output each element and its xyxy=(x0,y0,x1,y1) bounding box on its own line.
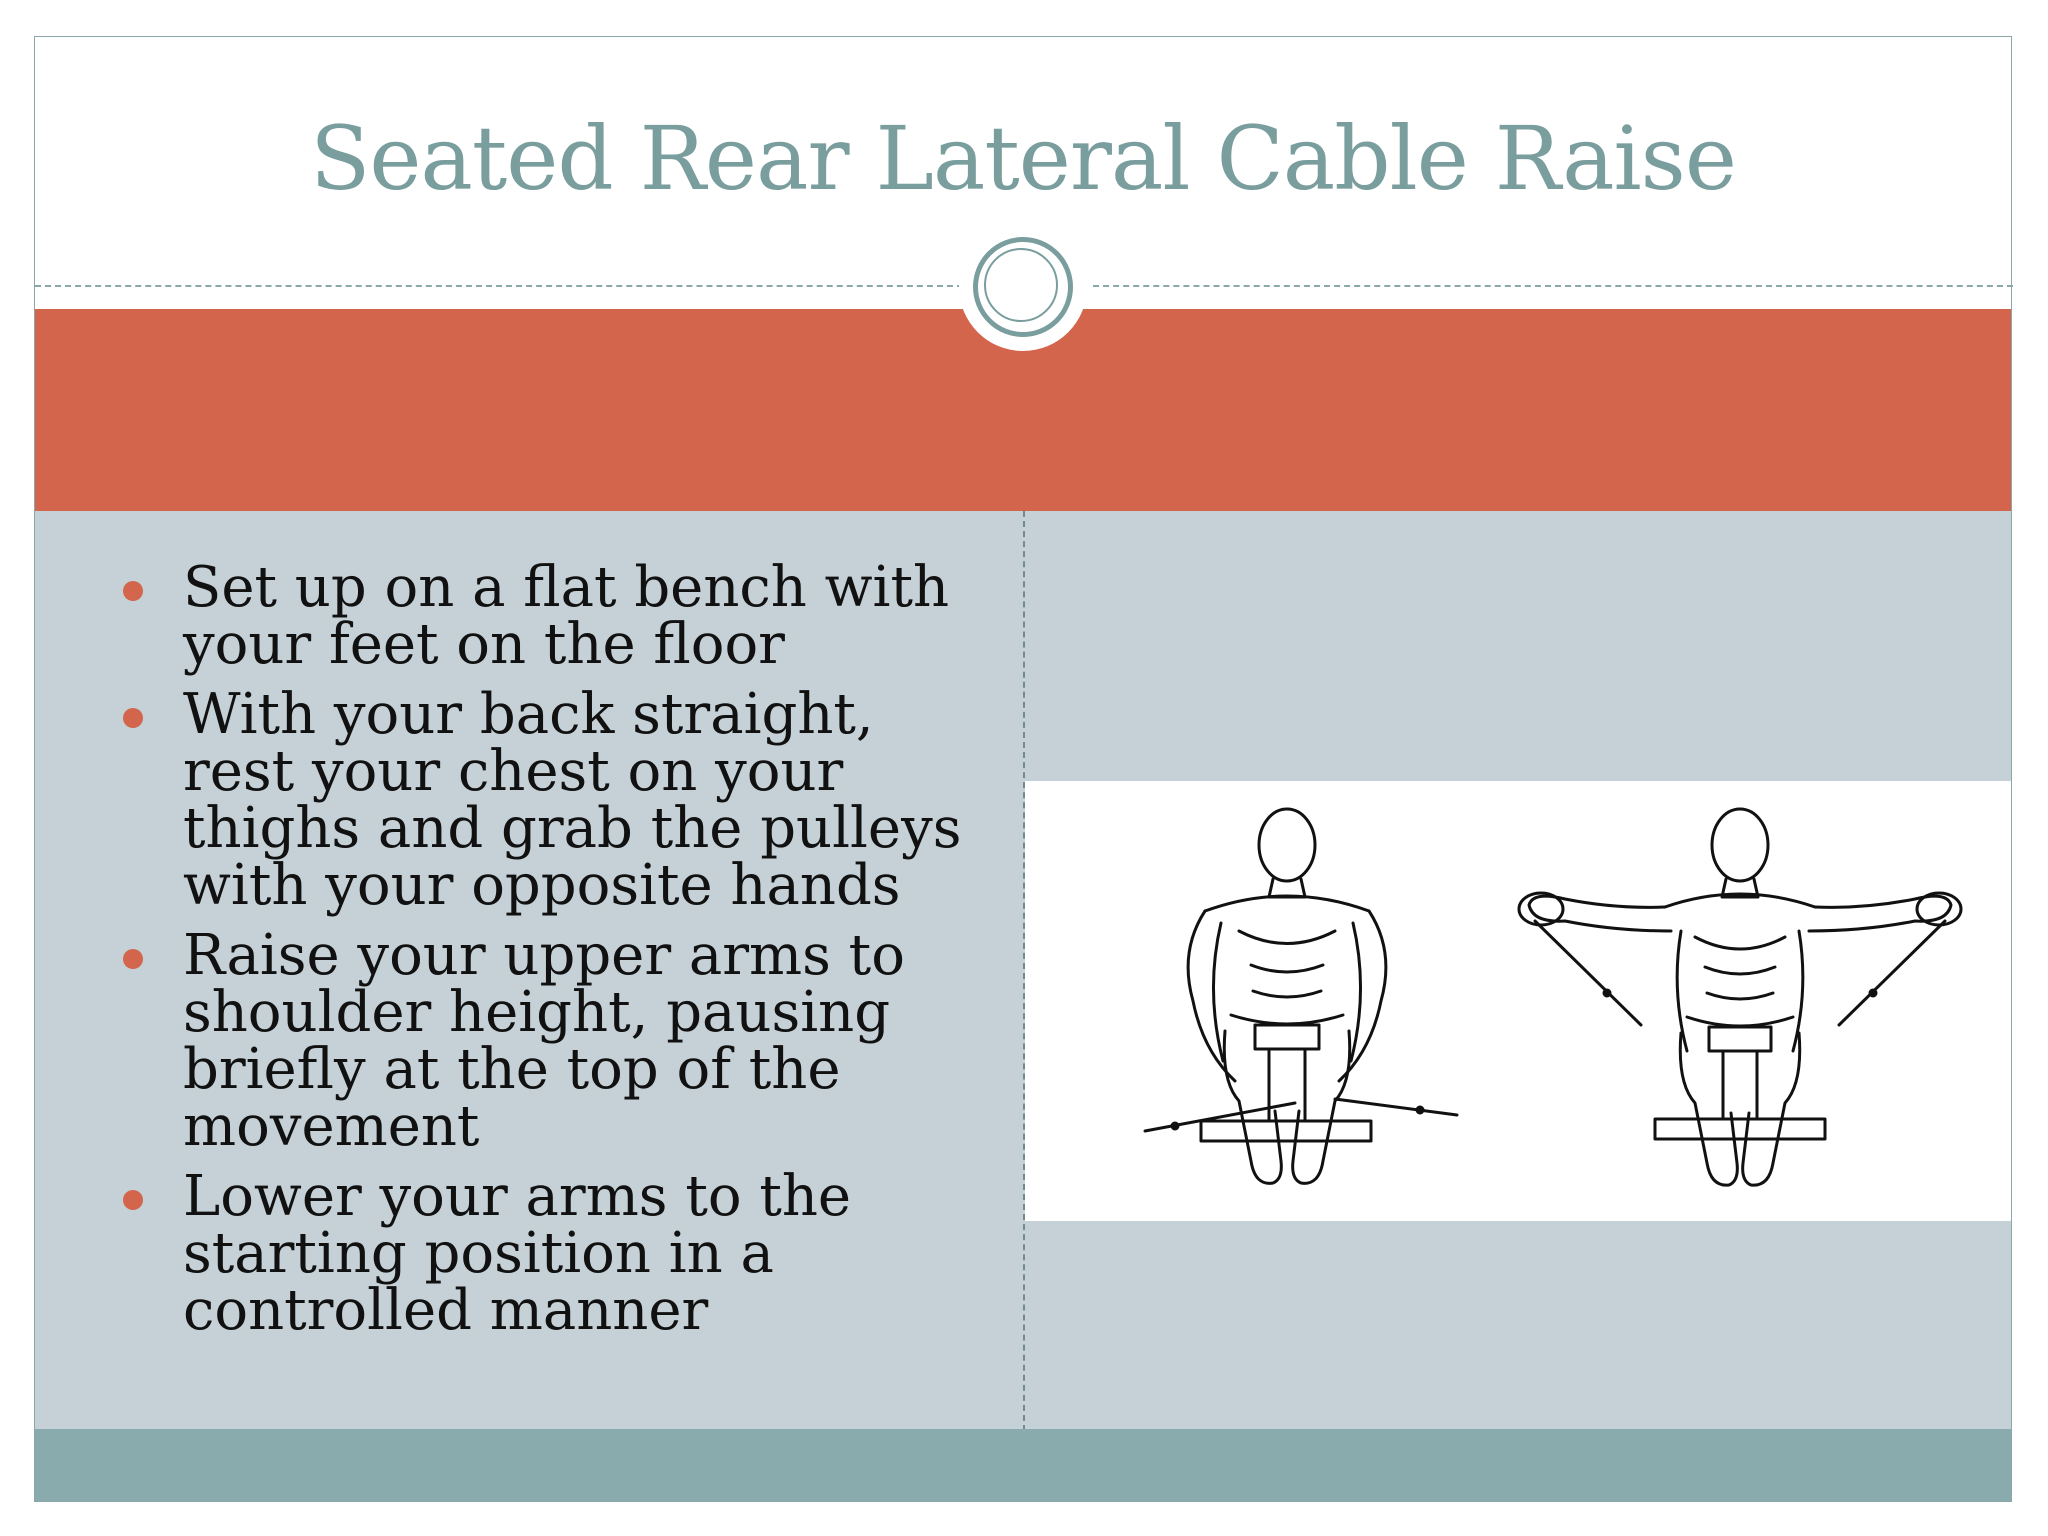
bullet-text: Raise your upper arms to shoulder height, pausing briefly at the top of the movement xyxy=(183,923,905,1159)
bullet-list xyxy=(91,555,991,1352)
list-item xyxy=(91,555,991,677)
title-divider-right xyxy=(1093,285,2013,287)
title-divider-left xyxy=(35,285,963,287)
slide-title: Seated Rear Lateral Cable Raise xyxy=(310,107,1736,210)
list-item xyxy=(91,682,991,918)
bullet-dot-icon xyxy=(123,949,143,969)
list-item xyxy=(91,923,991,1159)
bullet-text: With your back straight, rest your chest on your thighs and grab the pulleys with your opposite hands xyxy=(183,682,962,918)
figure-start-position xyxy=(1145,809,1457,1183)
bullet-dot-icon xyxy=(123,1190,143,1210)
ring-ornament-icon xyxy=(959,223,1087,351)
content-area xyxy=(35,511,2011,1431)
bullet-text: Set up on a flat bench with your feet on the floor xyxy=(183,555,950,677)
exercise-illustration xyxy=(1025,781,2011,1221)
bullet-dot-icon xyxy=(123,708,143,728)
bullet-text: Lower your arms to the starting position in a controlled manner xyxy=(183,1164,852,1343)
slide xyxy=(34,36,2012,1502)
list-item xyxy=(91,1164,991,1343)
bullet-dot-icon xyxy=(123,581,143,601)
figure-raised-position xyxy=(1519,809,1961,1185)
exercise-figures-icon xyxy=(1025,781,2011,1221)
footer-band xyxy=(35,1429,2011,1501)
